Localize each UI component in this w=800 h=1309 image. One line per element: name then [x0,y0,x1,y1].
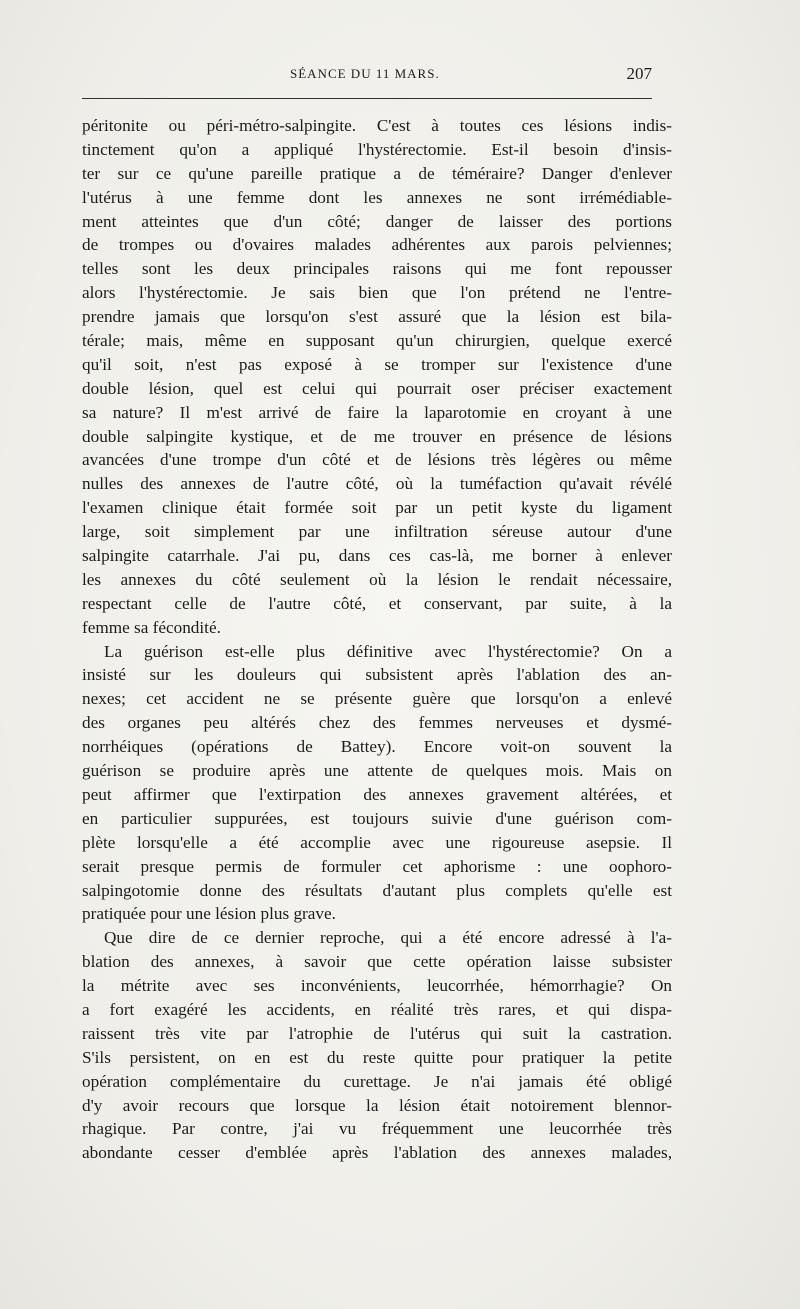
text-line: qu'il soit, n'est pas exposé à se tromper sur l'existence d'une [82,354,672,374]
text-line: l'utérus à une femme dont les annexes ne sont irrémédiable- [82,187,672,207]
text-line: norrhéiques (opérations de Battey). Encore voit-on souvent la [82,737,672,757]
page-header [82,64,652,88]
text-line: prendre jamais que lorsqu'on s'est assuré que la lésion est bila- [82,307,672,327]
text-line: ter sur ce qu'une pareille pratique a de téméraire? Danger d'enlever [82,163,672,183]
header-rule [82,98,652,99]
text-line: péritonite ou péri-métro-salpingite. C'est à toutes ces lésions indis- [82,116,672,135]
text-line: respectant celle de l'autre côté, et conservant, par suite, à la [82,593,672,613]
text-line: nexes; cet accident ne se présente guère que lorsqu'on a enlevé [82,689,672,709]
text-line: large, soit simplement par une infiltration séreuse autour d'une [82,522,672,542]
text-line: l'examen clinique était formée soit par un petit kyste du ligament [82,498,672,518]
paragraph-end-line: femme sa fécondité. [82,617,221,637]
text-line: insisté sur les douleurs qui subsistent après l'ablation des an- [82,665,672,685]
text-line: abondante cesser d'emblée après l'ablation des annexes malades, [82,1143,672,1163]
text-line: d'y avoir recours que lorsque la lésion était notoirement blennor- [82,1095,672,1115]
text-line: en particulier suppurées, est toujours suivie d'une guérison com- [82,808,672,828]
text-line: ment atteintes que d'un côté; danger de laisser des portions [82,211,672,231]
text-line: de trompes ou d'ovaires malades adhérentes aux parois pelviennes; [82,235,672,255]
text-line: opération complémentaire du curettage. Je n'ai jamais été obligé [82,1071,672,1091]
text-line: salpingotomie donne des résultats d'autant plus complets qu'elle est [82,880,672,900]
text-line: peut affirmer que l'extirpation des annexes gravement altérées, et [82,784,672,804]
text-line: des organes peu altérés chez des femmes nerveuses et dysmé- [82,713,672,733]
text-line: les annexes du côté seulement où la lésion le rendait nécessaire, [82,569,672,589]
text-line: guérison se produire après une attente de quelques mois. Mais on [82,761,672,781]
paragraph-start-line: Que dire de ce dernier reproche, qui a été encore adressé à l'a- [104,928,672,948]
paragraph-end-line: pratiquée pour une lésion plus grave. [82,904,336,924]
text-line: a fort exagéré les accidents, en réalité très rares, et qui dispa- [82,999,672,1019]
text-line: nulles des annexes de l'autre côté, où la tuméfaction qu'avait révélé [82,474,672,494]
text-line: S'ils persistent, on en est du reste quitte pour pratiquer la petite [82,1047,672,1067]
text-line: la métrite avec ses inconvénients, leucorrhée, hémorrhagie? On [82,976,672,996]
text-line: raissent très vite par l'atrophie de l'utérus qui suit la castration. [82,1023,672,1043]
running-head: SÉANCE DU 11 MARS. [290,66,440,81]
text-line: salpingite catarrhale. J'ai pu, dans ces cas-là, me borner à enlever [82,546,672,566]
text-line: plète lorsqu'elle a été accomplie avec une rigoureuse asepsie. Il [82,832,672,852]
text-line: double lésion, quel est celui qui pourrait oser préciser exactement [82,378,672,398]
text-line: serait presque permis de formuler cet aphorisme : une oophoro- [82,856,672,876]
body-text [82,114,672,1165]
text-line: alors l'hystérectomie. Je sais bien que l'on prétend ne l'entre- [82,283,672,303]
text-line: sa nature? Il m'est arrivé de faire la laparotomie en croyant à une [82,402,672,422]
text-line: rhagique. Par contre, j'ai vu fréquemment une leucorrhée très [82,1119,672,1139]
text-line: telles sont les deux principales raisons qui me font repousser [82,259,672,279]
text-line: tinctement qu'on a appliqué l'hystérectomie. Est-il besoin d'insis- [82,139,672,159]
text-line: blation des annexes, à savoir que cette opération laisse subsister [82,952,672,972]
text-line: double salpingite kystique, et de me trouver en présence de lésions [82,426,672,446]
text-line: avancées d'une trompe d'un côté et de lésions très légères ou même [82,450,672,470]
paragraph-start-line: La guérison est-elle plus définitive avec l'hystérectomie? On a [104,641,672,661]
text-line: térale; mais, même en supposant qu'un chirurgien, quelque exercé [82,331,672,351]
page-number: 207 [626,64,652,83]
